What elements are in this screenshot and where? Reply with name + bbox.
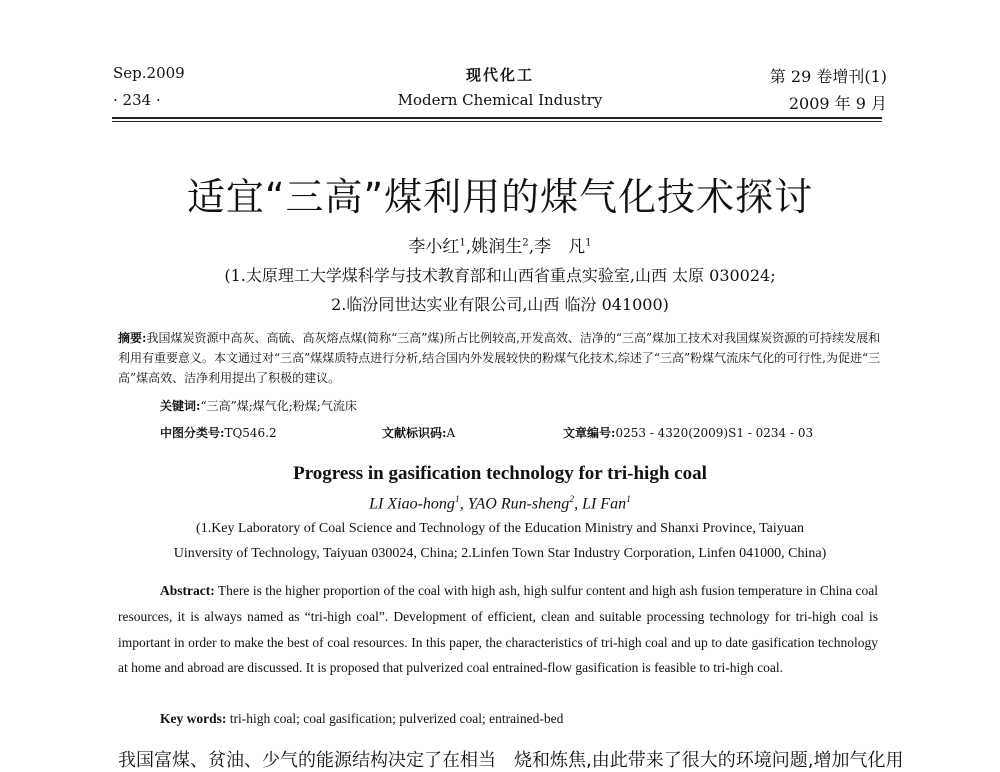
keywords-en — [160, 711, 563, 727]
keywords-cn-text: “三高”煤;煤气化;粉煤;气流床 — [200, 399, 357, 413]
author-affiliation-mark: 2 — [569, 494, 575, 505]
authors-en — [0, 494, 1000, 513]
author-separator: , — [459, 495, 468, 513]
header-issue-date: 2009 年 9 月 — [788, 94, 887, 113]
author-affiliation-mark: 2 — [522, 237, 529, 249]
doc-code-value: A — [446, 426, 456, 440]
keywords-cn-label: 关键词: — [160, 399, 201, 413]
header-date: Sep.2009 — [113, 64, 185, 82]
abstract-cn-text: 我国煤炭资源中高灰、高硫、高灰熔点煤(简称“三高”煤)所占比例较高,开发高效、洁净的“三高”煤加工技术对我国煤炭资源的可持续发展和利用有重要意义。本文通过对“三高”煤煤质特点进行分析,结合国内外发展较快的粉煤气化技术,综述了“三高”粉煤气流床气化的可行性,为促进“三高”煤高效、洁净利用提出了积极的建议。 — [118, 331, 881, 385]
abstract-cn — [118, 328, 888, 388]
header-journal-en: Modern Chemical Industry — [397, 91, 603, 109]
author-affiliation-mark: 1 — [454, 494, 460, 505]
authors-cn — [0, 232, 1000, 257]
author-separator: , — [465, 237, 472, 257]
header-journal-cn: 现代化工 — [465, 66, 534, 84]
author-name: 姚润生 — [471, 237, 523, 257]
affiliation-cn-line-1: (1.太原理工大学煤科学与技术教育部和山西省重点实验室,山西 太原 030024; — [224, 266, 776, 285]
body-left-column-first-line: 我国富煤、贫油、少气的能源结构决定了在相当 — [118, 750, 496, 771]
affiliation-en-line-1: (1.Key Laboratory of Coal Science and Technology of the Education Ministry and Shanxi Province, Taiyuan — [196, 521, 804, 536]
keywords-en-text: tri-high coal; coal gasification; pulverized coal; entrained-bed — [229, 711, 564, 726]
clc-number — [160, 423, 277, 443]
abstract-cn-label: 摘要: — [118, 331, 147, 345]
author-name: YAO Run-sheng — [467, 495, 570, 513]
header-rule-thick — [112, 117, 882, 119]
author-separator: , — [574, 495, 583, 513]
author-affiliation-mark: 1 — [459, 237, 466, 249]
paper-title-en: Progress in gasification technology for tri-high coal — [293, 463, 707, 484]
author-affiliation-mark: 1 — [626, 494, 631, 505]
affiliation-cn-line-2: 2.临汾同世达实业有限公司,山西 临汾 041000) — [331, 295, 669, 314]
author-name: 李小红 — [408, 237, 460, 257]
clc-label: 中图分类号: — [160, 426, 225, 440]
author-name: LI Fan — [582, 495, 627, 513]
abstract-en-text: There is the higher proportion of the coal with high ash, high sulfur content and high ash fusion temperature in China coal resources, it is always named as “tri-high coal”. Development of efficient, clean and suitable processing technology for tri-high coal is important in order to make the best of coal resources. In this paper, the characteristics of tri-high coal and up to date gasification technology at home and abroad are discussed. It is proposed that pulverized coal entrained-flow gasification is feasible to tri-high coal. — [118, 583, 878, 676]
doc-code-label: 文献标识码: — [382, 426, 447, 440]
author-separator: , — [528, 237, 535, 257]
author-name: 李 凡 — [534, 237, 586, 257]
article-number-value: 0253 - 4320(2009)S1 - 0234 - 03 — [615, 426, 814, 440]
keywords-cn — [160, 396, 357, 416]
document-code — [382, 423, 455, 443]
header-rule-thin — [112, 121, 882, 122]
header-volume: 第 29 卷增刊(1) — [769, 67, 887, 86]
abstract-en-label: Abstract: — [160, 583, 215, 598]
keywords-en-label: Key words: — [160, 711, 227, 726]
abstract-en — [118, 578, 878, 681]
header-page-number: · 234 · — [113, 91, 161, 109]
clc-value: TQ546.2 — [224, 426, 277, 440]
affiliation-en-line-2: Uinversity of Technology, Taiyuan 030024, China; 2.Linfen Town Star Industry Corporation, Linfen 041000, China) — [173, 546, 827, 561]
paper-title-cn: 适宜“三高”煤利用的煤气化技术探讨 — [186, 175, 814, 219]
body-right-column-first-line: 烧和炼焦,由此带来了很大的环境问题,增加气化用 — [514, 750, 904, 771]
article-number — [563, 423, 813, 443]
article-number-label: 文章编号: — [563, 426, 616, 440]
author-name: LI Xiao-hong — [369, 495, 455, 513]
author-affiliation-mark: 1 — [585, 237, 592, 249]
